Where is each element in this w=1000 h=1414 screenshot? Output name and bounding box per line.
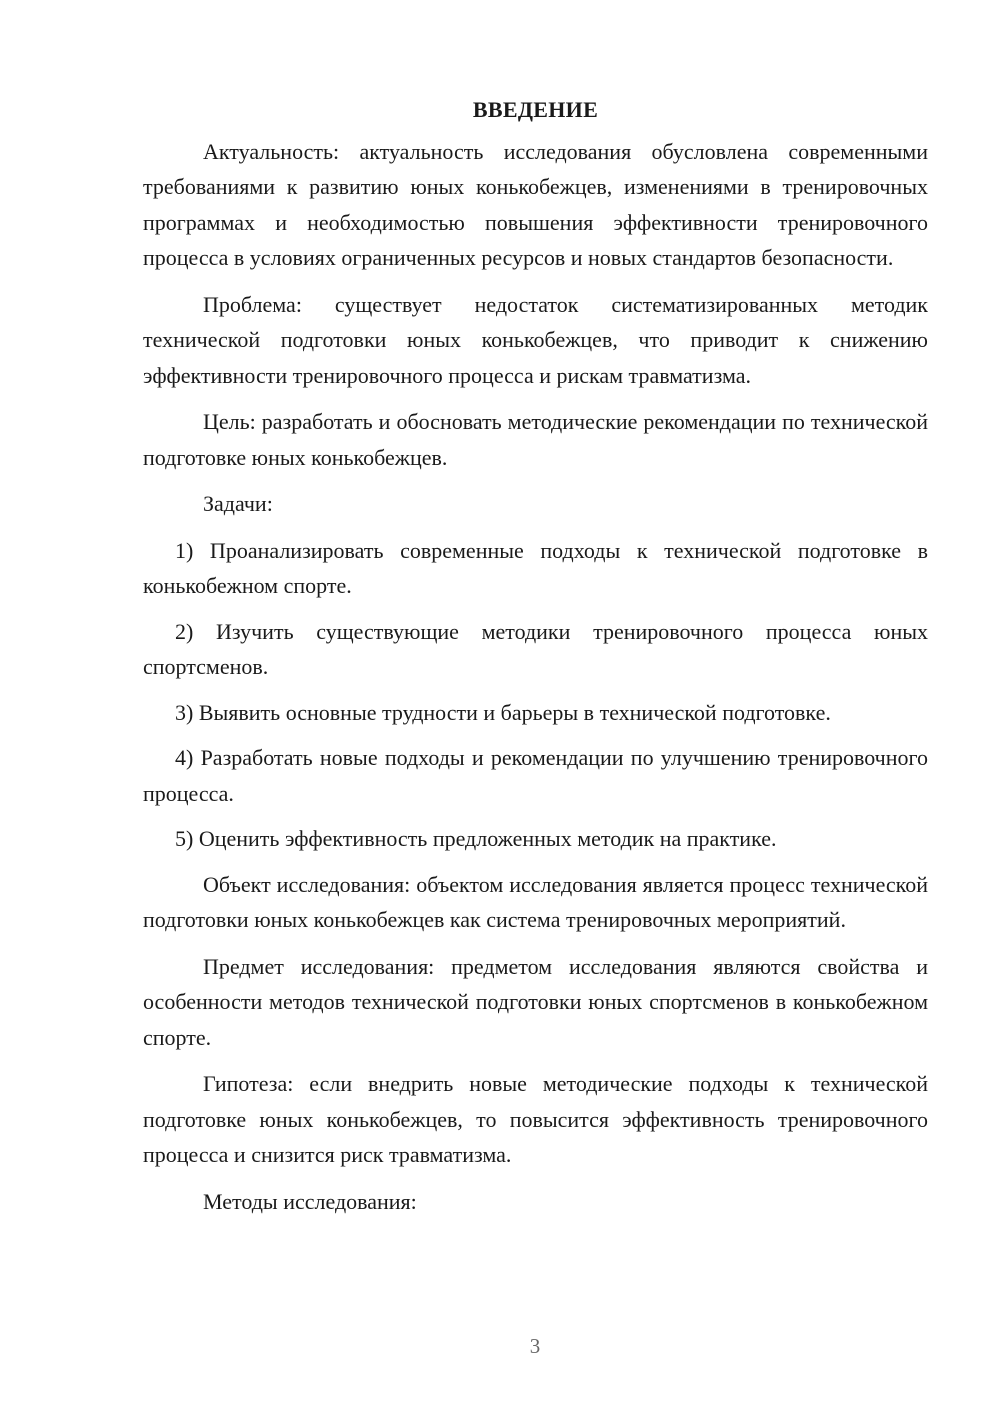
- actuality-paragraph: Актуальность: актуальность исследования обусловлена современными требованиями к развитию юных конькобежцев, изменениями в тренировочных программах и необходимостью повышения эффективности тренировочного процесса в условиях ограниченных ресурсов и новых стандартов безопасности.: [143, 138, 928, 270]
- tasks-list: [143, 533, 928, 857]
- tasks-label: Задачи:: [203, 491, 273, 516]
- problem-paragraph: Проблема: существует недостаток систематизированных методик технической подготовки юных конькобежцев, что приводит к снижению эффективности тренировочного процесса и рискам травматизма.: [143, 291, 928, 388]
- methods-label: Методы исследования:: [203, 1188, 417, 1214]
- task-item-2: 2) Изучить существующие методики тренировочного процесса юных спортсменов.: [143, 618, 928, 679]
- hypothesis-paragraph: Гипотеза: если внедрить новые методические подходы к технической подготовке юных конькобежцев, то повысится эффективность тренировочного процесса и снизится риск травматизма.: [143, 1071, 928, 1167]
- subject-paragraph: Предмет исследования: предметом исследования являются свойства и особенности методов технической подготовки юных спортсменов в конькобежном спорте.: [143, 953, 928, 1050]
- page-number: 3: [529, 1334, 541, 1358]
- document-page: [143, 92, 928, 1230]
- task-item-3: 3) Выявить основные трудности и барьеры в технической подготовке.: [175, 699, 831, 725]
- task-item-4: 4) Разработать новые подходы и рекомендации по улучшению тренировочного процесса.: [143, 745, 928, 806]
- task-item-5: 5) Оценить эффективность предложенных методик на практике.: [175, 826, 777, 851]
- task-item-1: 1) Проанализировать современные подходы к технической подготовке в конькобежном спорте.: [143, 537, 928, 598]
- goal-paragraph: Цель: разработать и обосновать методические рекомендации по технической подготовке юных конькобежцев.: [143, 409, 928, 470]
- section-heading: ВВЕДЕНИЕ: [472, 97, 599, 122]
- object-paragraph: Объект исследования: объектом исследования является процесс технической подготовки юных конькобежцев как система тренировочных мероприятий.: [143, 871, 928, 932]
